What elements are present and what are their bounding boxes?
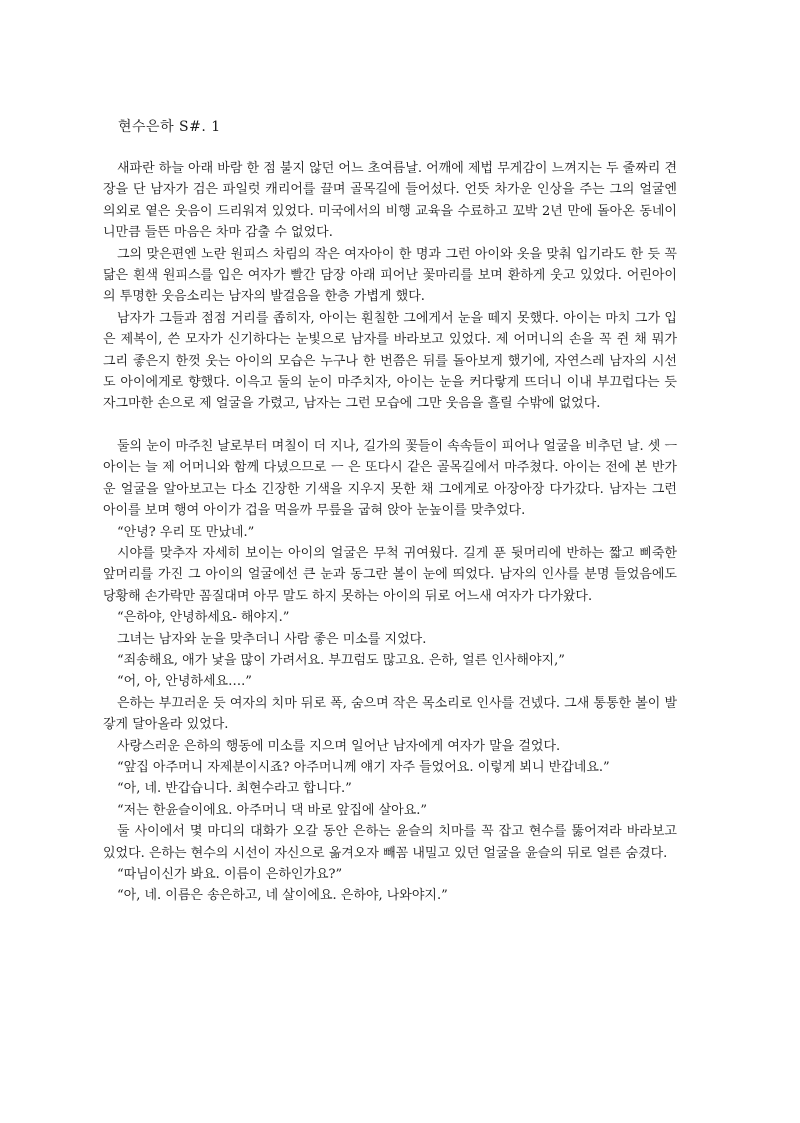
dialogue-line: “어, 아, 안녕하세요….” (117, 674, 252, 690)
dialogue-line: “아, 네. 반갑습니다. 최현수라고 합니다.” (117, 781, 352, 797)
dialogue-line: “죄송해요, 애가 낯을 많이 가려서요. 부끄럼도 많고요. 은하, 얼른 인사해야지,” (117, 652, 565, 668)
dialogue-line: “안녕? 우리 또 만났네.” (117, 524, 255, 540)
dialogue-line: “은하야, 안녕하세요- 해야지.” (117, 610, 290, 626)
body-text (103, 158, 677, 907)
dialogue-line: “저는 한윤슬이에요. 아주머니 댁 바로 앞집에 살아요.” (117, 802, 428, 818)
dialogue-line: “따님이신가 봐요. 이름이 은하인가요?” (117, 867, 343, 882)
paragraph: 시야를 맞추자 자세히 보이는 아이의 얼굴은 무척 귀여웠다. 길게 푼 뒷머리에 반하는 짧고 삐죽한 앞머리를 가진 그 아이의 얼굴에선 큰 눈과 동그란 볼이 눈에 띄었다. 남자의 인사를 분명 들었음에도 당황해 손가락만 꼼질대며 아무 말도 하지 못하는 아이의 뒤로 어느새 여자가 다가왔다. (103, 545, 677, 604)
scene-title: 현수은하 S#. 1 (118, 119, 221, 135)
paragraph: 그녀는 남자와 눈을 맞추더니 사람 좋은 미소를 지었다. (117, 631, 427, 647)
dialogue-line: “아, 네. 이름은 송은하고, 네 살이에요. 은하야, 나와야지.” (117, 888, 448, 904)
paragraph: 둘의 눈이 마주친 날로부터 며칠이 더 지나, 길가의 꽃들이 속속들이 피어나 얼굴을 비추던 날. 셋 ㅡ 아이는 늘 제 어머니와 함께 다녔으므로 ㅡ 은 또다시 같은 골목길에서 마주쳤다. 아이는 전에 본 반가운 얼굴을 알아보고는 다소 긴장한 기색을 지우지 못한 채 그에게로 아장아장 다가갔다. 남자는 그런 아이를 보며 행여 아이가 겁을 먹을까 무릎을 굽혀 앉아 눈높이를 맞추었다. (103, 438, 678, 519)
paragraph: 사랑스러운 은하의 행동에 미소를 지으며 일어난 남자에게 여자가 말을 걸었다. (117, 738, 561, 754)
paragraph: 남자가 그들과 점점 거리를 좁히자, 아이는 훤칠한 그에게서 눈을 떼지 못했다. 아이는 마치 그가 입은 제복이, 쓴 모자가 신기하다는 눈빛으로 남자를 바라보고 있었다. 제 어머니의 손을 꼭 쥔 채 뭐가 그리 좋은지 한껏 웃는 아이의 모습은 누구나 한 번쯤은 뒤를 돌아보게 했기에, 자연스레 남자의 시선도 아이에게로 향했다. 이윽고 둘의 눈이 마주치자, 아이는 눈을 커다랗게 뜨더니 이내 부끄럽다는 듯 자그마한 손으로 제 얼굴을 가렸고, 남자는 그런 모습에 그만 웃음을 흘릴 수밖에 없었다. (103, 310, 677, 412)
paragraph: 은하는 부끄러운 듯 여자의 치마 뒤로 폭, 숨으며 작은 목소리로 인사를 건넸다. 그새 통통한 볼이 발갛게 달아올라 있었다. (103, 695, 678, 733)
paragraph: 새파란 하늘 아래 바람 한 점 불지 않던 어느 초여름날. 어깨에 제법 무게감이 느껴지는 두 줄짜리 견장을 단 남자가 검은 파일럿 캐리어를 끌며 골목길에 들어섰다. 언뜻 차가운 인상을 주는 그의 얼굴엔 의외로 옅은 웃음이 드리워져 있었다. 미국에서의 비행 교육을 수료하고 꼬박 2년 만에 돌아온 동네이니만큼 들뜬 마음은 차마 감출 수 없었다. (103, 161, 678, 241)
dialogue-line: “앞집 아주머니 자제분이시죠? 아주머니께 얘기 자주 들었어요. 이렇게 뵈니 반갑네요.” (117, 759, 610, 775)
paragraph: 둘 사이에서 몇 마디의 대화가 오갈 동안 은하는 윤슬의 치마를 꼭 잡고 현수를 뚫어져라 바라보고 있었다. 은하는 현수의 시선이 자신으로 옮겨오자 빼꼼 내밀고 있던 얼굴을 윤슬의 뒤로 얼른 숨겼다. (103, 824, 677, 861)
paragraph: 그의 맞은편엔 노란 원피스 차림의 작은 여자아이 한 명과 그런 아이와 옷을 맞춰 입기라도 한 듯 꼭 닮은 흰색 원피스를 입은 여자가 빨간 담장 아래 피어난 꽃마리를 보며 환하게 웃고 있었다. 어린아이의 투명한 웃음소리는 남자의 발걸음을 한층 가볍게 했다. (103, 246, 677, 305)
